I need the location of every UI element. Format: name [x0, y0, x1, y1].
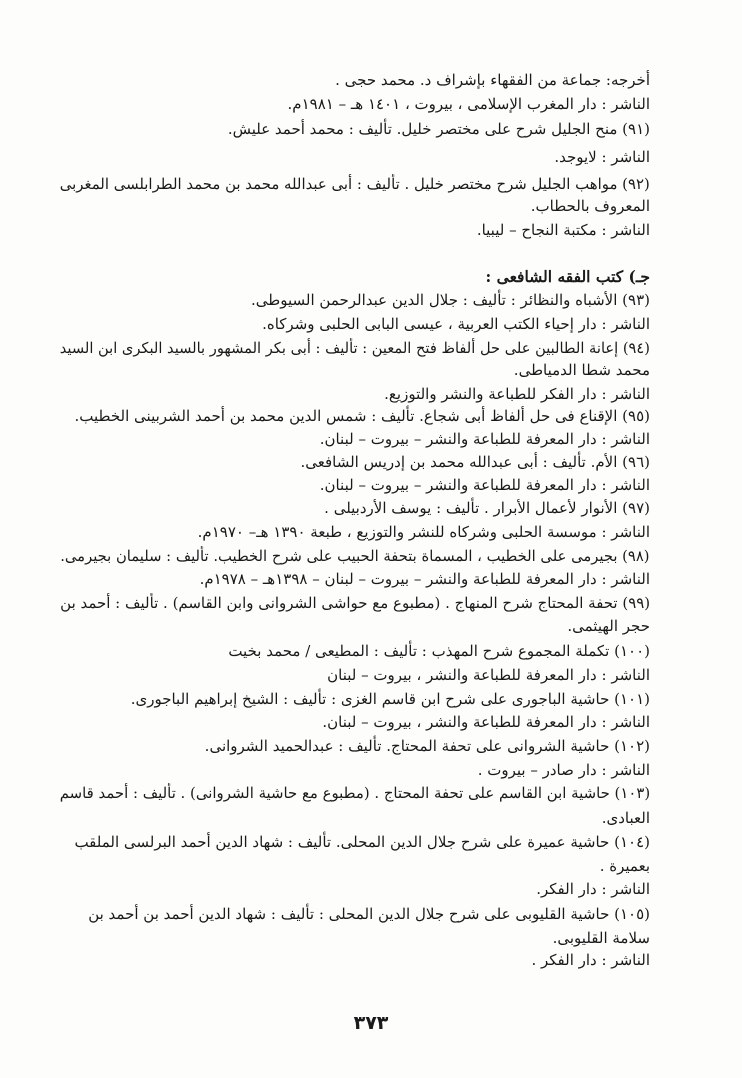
publisher-line: الناشر : لايوجد. — [554, 148, 650, 166]
entry-line: (٩٢) مواهب الجليل شرح مختصر خليل . تأليف : أبى عبدالله محمد بن محمد الطرابلسى المغربى — [59, 175, 650, 193]
entry-line: (٩٩) تحفة المحتاج شرح المنهاج . (مطبوع مع حواشى الشروانى وابن القاسم) . تأليف : أحمد بن — [60, 594, 650, 612]
publisher-line: الناشر : موسسة الحلبى وشركاه للنشر والتوزيع ، طبعة ١٣٩٠ هـ– ١٩٧٠م. — [197, 523, 650, 541]
entry-line: (٩٤) إعانة الطالبين على حل ألفاظ فتح المعين : تأليف : أبى بكر المشهور بالسيد البكرى ابن السيد — [59, 339, 650, 357]
entry-continuation: حجر الهيثمى. — [567, 617, 650, 635]
entry-line: (١٠٤) حاشية عميرة على شرح جلال الدين المحلى. تأليف : شهاد الدين أحمد البرلسى الملقب — [74, 833, 650, 851]
entry-line: (٩١) منح الجليل شرح على مختصر خليل. تأليف : محمد أحمد عليش. — [227, 120, 650, 138]
publisher-line: الناشر : دار المعرفة للطباعة والنشر ، بيروت – لبنان. — [322, 713, 650, 731]
publisher-line: الناشر : دار صادر – بيروت . — [477, 761, 650, 779]
entry-continuation: بعميرة . — [599, 857, 650, 875]
publisher-line: الناشر : دار المغرب الإسلامى ، بيروت ، ١٤٠١ هـ – ١٩٨١م. — [287, 95, 650, 113]
entry-line: (٩٦) الأم. تأليف : أبى عبدالله محمد بن إدريس الشافعى. — [300, 453, 650, 471]
entry-line: (١٠٣) حاشية ابن القاسم على تحفة المحتاج . (مطبوع مع حاشية الشروانى) . تأليف : أحمد قاسم — [59, 784, 650, 802]
entry-continuation: محمد شطا الدمياطى. — [513, 361, 650, 379]
publisher-line: الناشر : دار إحياء الكتب العربية ، عيسى البابى الحلبى وشركاه. — [262, 315, 650, 333]
entry-line: (١٠٠) تكملة المجموع شرح المهذب : تأليف : المطيعى / محمد بخيت — [228, 642, 650, 660]
entry-line: (١٠١) حاشية الباجورى على شرح ابن قاسم الغزى : تأليف : الشيخ إبراهيم الباجورى. — [130, 690, 650, 708]
entry-line: (٩٨) بجيرمى على الخطيب ، المسماة بتحفة الحبيب على شرح الخطيب. تأليف : سليمان بجيرمى. — [60, 547, 650, 565]
publisher-line: الناشر : دار المعرفة للطباعة والنشر – بيروت – لبنان. — [319, 476, 650, 494]
page-number: ٣٧٣ — [353, 1012, 389, 1034]
publisher-line: الناشر : دار الفكر . — [531, 951, 650, 969]
publisher-line: الناشر : مكتبة النجاح – ليبيا. — [476, 221, 650, 239]
entry-line: (٩٣) الأشباه والنظائر : تأليف : جلال الدين عبدالرحمن السيوطى. — [251, 291, 650, 309]
publisher-line: الناشر : دار المعرفة للطباعة والنشر – بيروت – لبنان. — [319, 430, 650, 448]
entry-continuation: المعروف بالحطاب. — [530, 197, 650, 215]
entry-line: (١٠٥) حاشية القليوبى على شرح جلال الدين المحلى : تأليف : شهاد الدين أحمد بن أحمد بن — [88, 905, 650, 923]
publisher-line: الناشر : دار الفكر للطباعة والنشر والتوزيع. — [384, 385, 650, 403]
section-heading: جـ) كتب الفقه الشافعى : — [485, 267, 650, 286]
publisher-line: الناشر : دار المعرفة للطباعة والنشر ، بيروت – لبنان — [327, 666, 650, 684]
publisher-line: الناشر : دار المعرفة للطباعة والنشر – بيروت – لبنان – ١٣٩٨هـ – ١٩٧٨م. — [199, 570, 650, 588]
entry-line: (١٠٢) حاشية الشروانى على تحفة المحتاج. تأليف : عبدالحميد الشروانى. — [204, 737, 650, 755]
entry-line: (٩٥) الإقناع فى حل ألفاظ أبى شجاع. تأليف : شمس الدين محمد بن أحمد الشربينى الخطيب. — [74, 407, 650, 425]
publisher-line: الناشر : دار الفكر. — [536, 880, 650, 898]
entry-continuation: العبادى. — [601, 809, 650, 827]
entry-line: (٩٧) الأنوار لأعمال الأبرار . تأليف : يوسف الأردبيلى . — [324, 499, 650, 517]
text-line: أخرجه: جماعة من الفقهاء بإشراف د. محمد حجى . — [335, 71, 650, 89]
entry-continuation: سلامة القليوبى. — [552, 929, 650, 947]
